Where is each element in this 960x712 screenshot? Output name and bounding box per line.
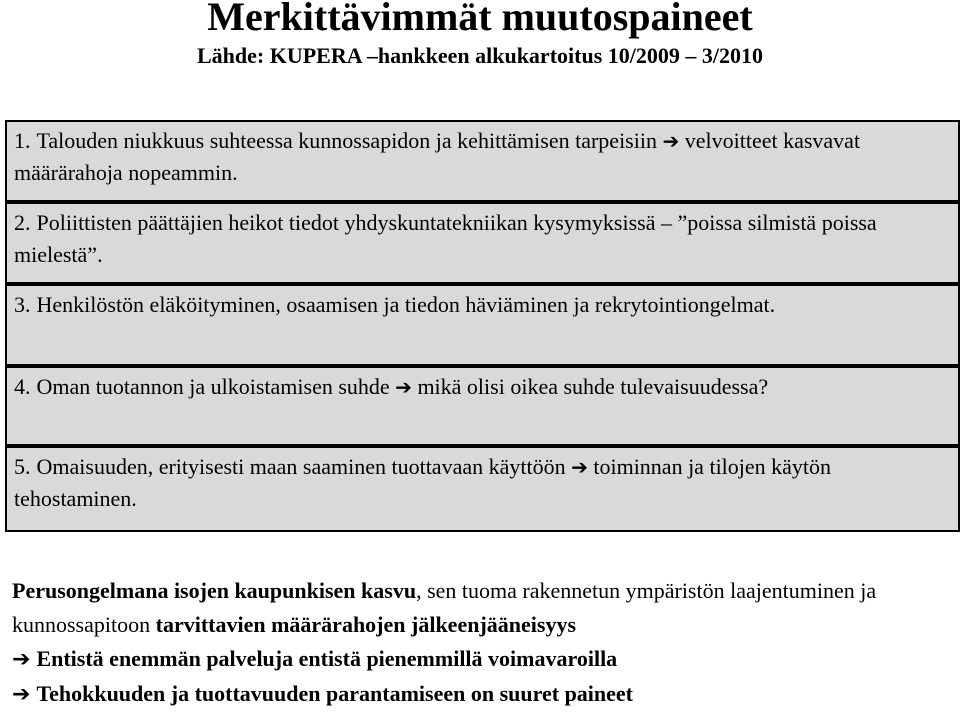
list-item-1 xyxy=(5,120,960,202)
item-number: 4. xyxy=(14,374,31,399)
conclusion-2 xyxy=(12,677,958,712)
summary-bold-1: Perusongelmana isojen kaupunkisen kasvu xyxy=(12,578,417,603)
item-number: 3. xyxy=(14,292,31,317)
item-text-after-arrow: toiminnan ja tilojen käytön tehostaminen. xyxy=(14,454,832,511)
list-item-4 xyxy=(5,366,960,446)
summary-normal-1: , sen tuoma rakennetun ympäristön laajentuminen ja kunnossapitoon xyxy=(12,578,877,637)
right-arrow-icon: ➔ xyxy=(395,375,412,399)
list-item-3 xyxy=(5,284,960,366)
summary-bold-2: tarvittavien määrärahojen jälkeenjääneisyys xyxy=(155,612,577,637)
item-number: 1. xyxy=(14,128,31,153)
list-item-2 xyxy=(5,202,960,284)
item-text-after-arrow: mikä olisi oikea suhde tulevaisuudessa? xyxy=(417,374,769,399)
summary-paragraph xyxy=(12,574,958,642)
page-title: Merkittävimmät muutospaineet xyxy=(207,0,753,39)
item-text: Henkilöstön eläköityminen, osaamisen ja tiedon häviäminen ja rekrytointiongelmat. xyxy=(36,292,776,317)
right-arrow-icon: ➔ xyxy=(662,129,680,153)
item-text-after-arrow: velvoitteet kasvavat määrärahoja nopeammin. xyxy=(14,128,861,185)
right-arrow-icon: ➔ xyxy=(571,455,588,479)
item-text: Oman tuotannon ja ulkoistamisen suhde xyxy=(36,374,390,399)
conclusion-2-text: Tehokkuuden ja tuottavuuden parantamiseen on suuret paineet xyxy=(36,681,634,706)
bold-right-arrow-icon: ➔ xyxy=(12,682,31,707)
item-text: Talouden niukkuus suhteessa kunnossapidon ja kehittämisen tarpeisiin xyxy=(36,128,657,153)
bold-right-arrow-icon: ➔ xyxy=(12,647,31,672)
page-subtitle: Lähde: KUPERA –hankkeen alkukartoitus 10/2009 – 3/2010 xyxy=(197,43,763,68)
list-item-5 xyxy=(5,446,960,532)
item-text: Omaisuuden, erityisesti maan saaminen tuottavaan käyttöön xyxy=(36,454,566,479)
conclusion-1 xyxy=(12,642,958,677)
summary-block xyxy=(12,574,958,712)
item-text: Poliittisten päättäjien heikot tiedot yhdyskuntatekniikan kysymyksissä – ”poissa silmistä poissa mielestä”. xyxy=(14,210,877,267)
conclusion-1-text: Entistä enemmän palveluja entistä pienemmillä voimavaroilla xyxy=(36,646,618,671)
item-number: 2. xyxy=(14,210,31,235)
item-number: 5. xyxy=(14,454,31,479)
